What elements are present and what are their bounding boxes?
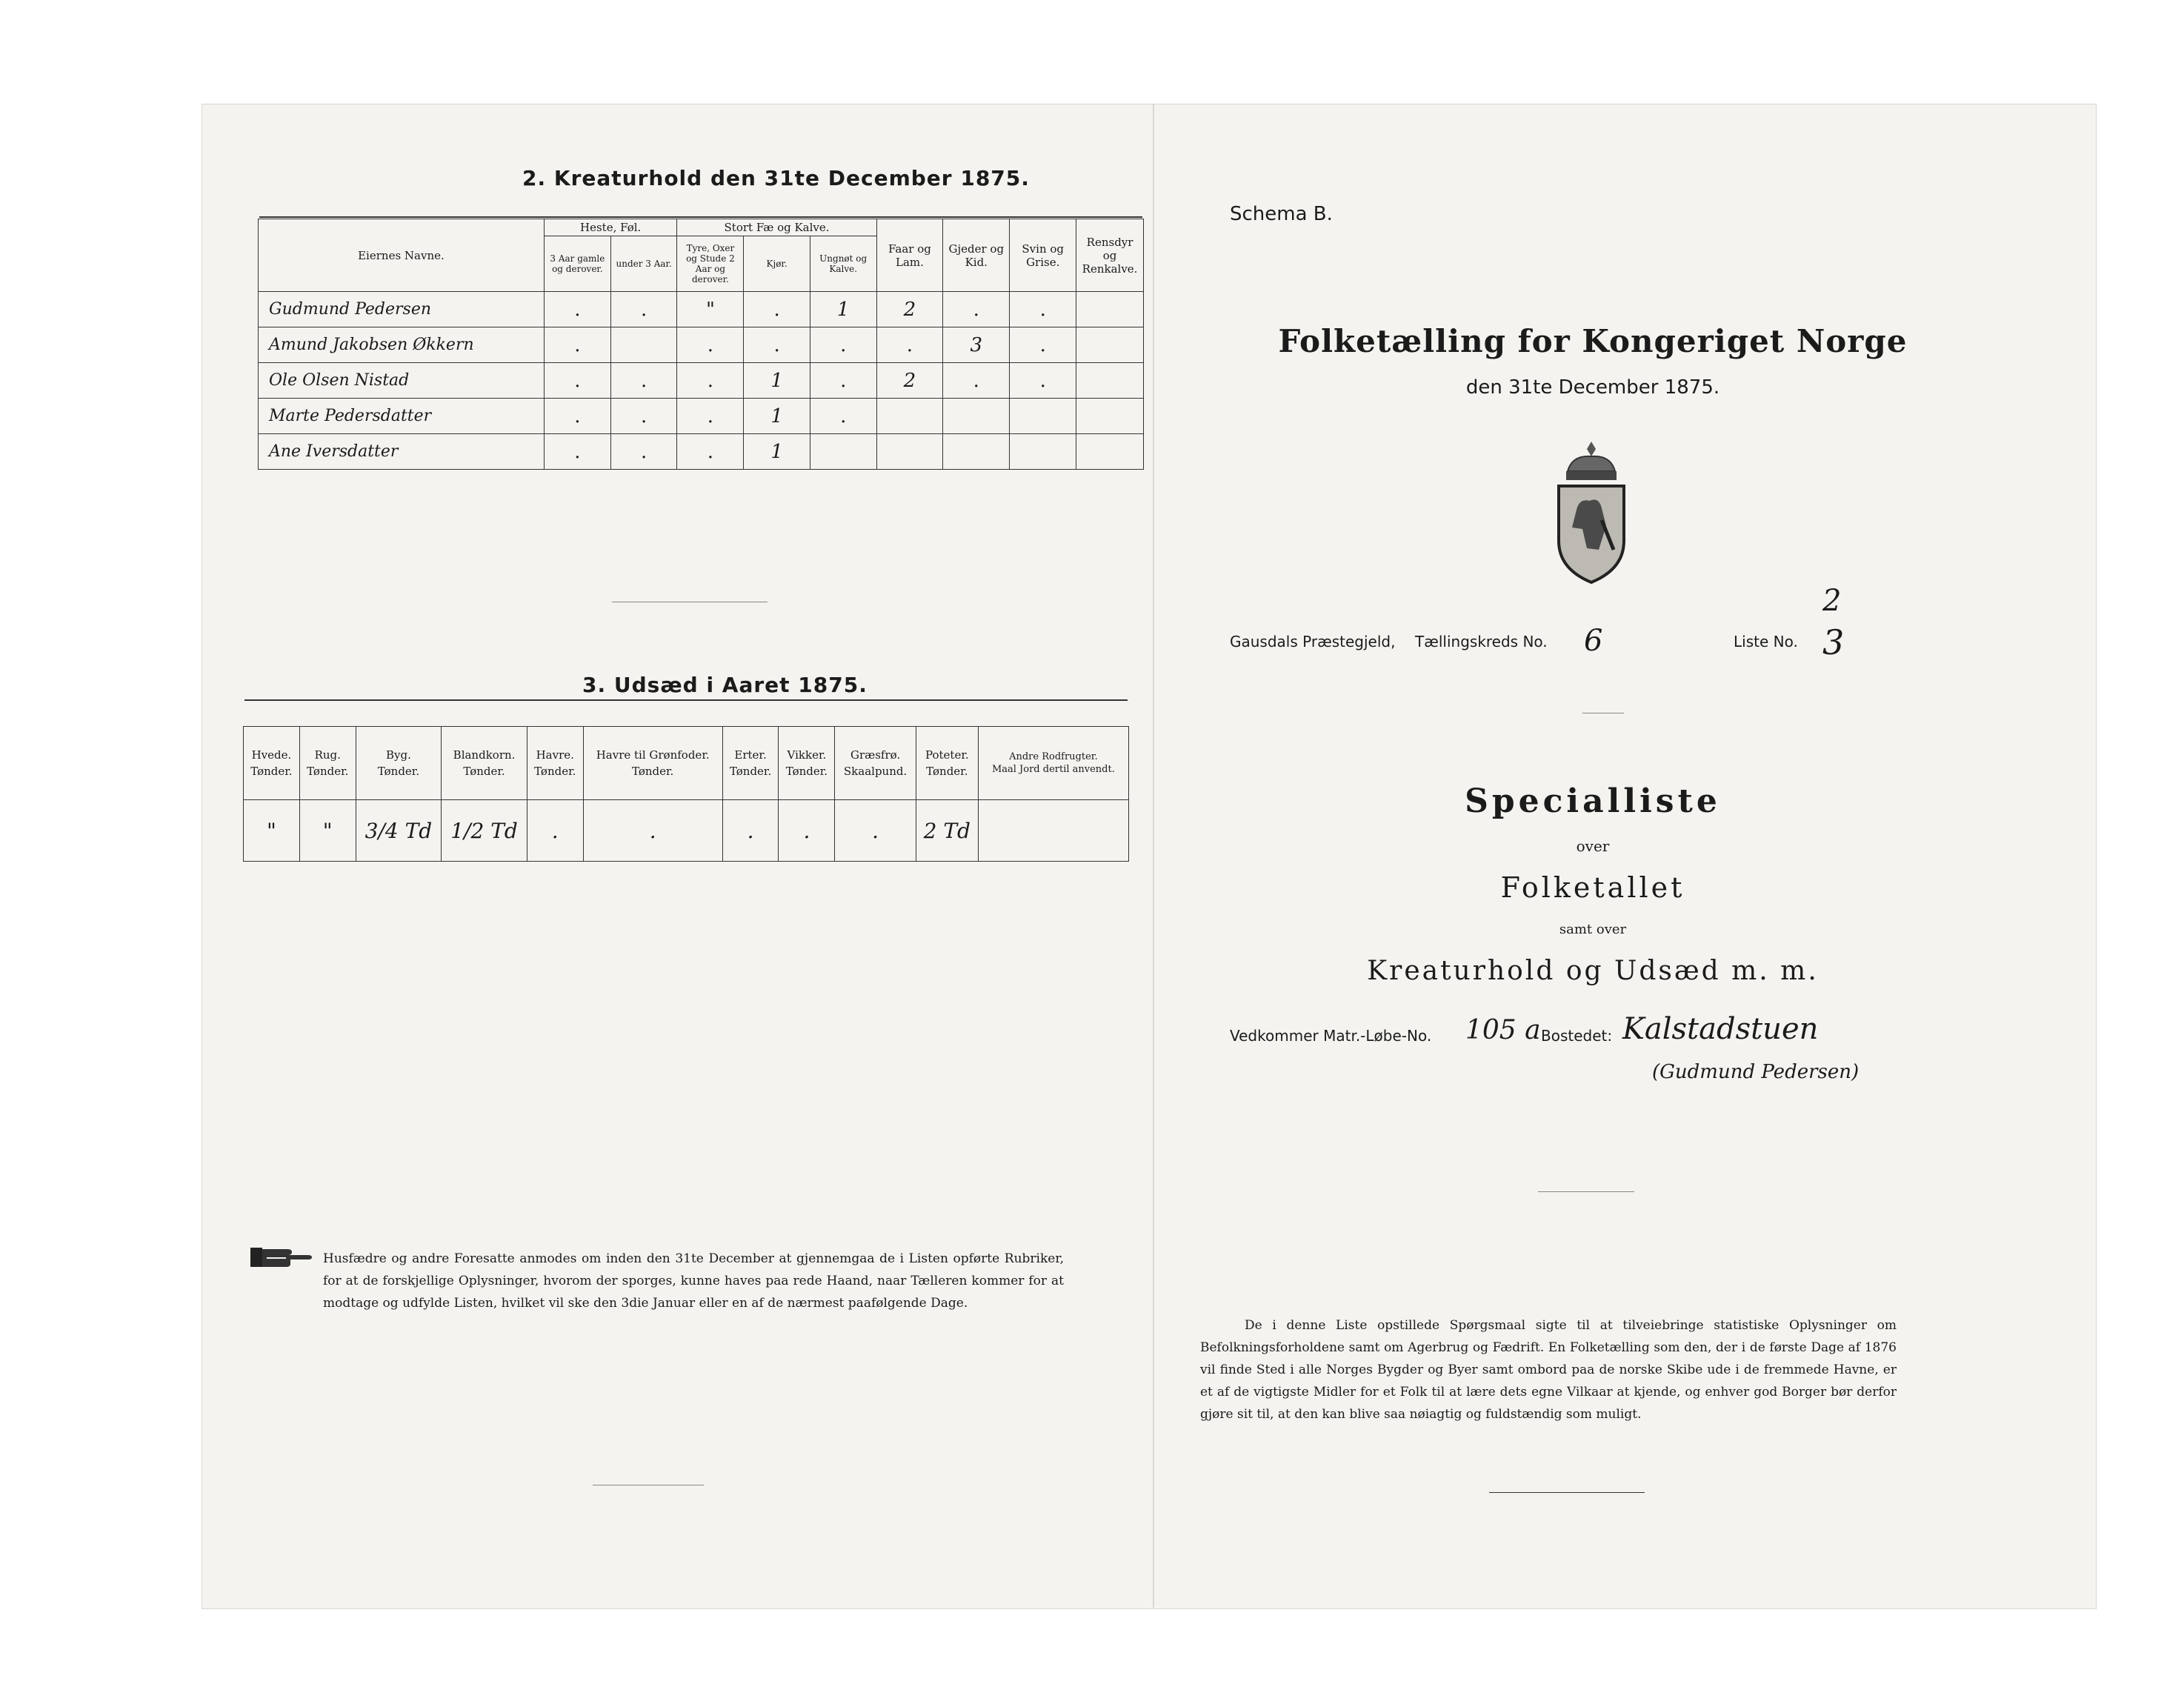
col-heste-b: under 3 Aar.: [610, 236, 677, 292]
col-label: Rug.: [314, 748, 341, 762]
cell: [610, 327, 677, 363]
col-label: Erter.: [734, 748, 767, 762]
cell: 1/2 Td: [442, 800, 527, 862]
col-unit: Tønder.: [729, 765, 772, 778]
owner-name: Ane Iversdatter: [259, 434, 545, 470]
kreds-value: 6: [1584, 624, 1603, 658]
matr-line: [1230, 1012, 1897, 1108]
cell: [978, 800, 1128, 862]
cell: [1076, 292, 1144, 327]
table-row: [259, 327, 1144, 363]
table-row: [259, 292, 1144, 327]
cell: .: [835, 800, 916, 862]
col-havre: [527, 727, 583, 800]
col-rug: [299, 727, 356, 800]
cell: .: [677, 363, 744, 399]
col-gjeder: Gjeder og Kid.: [943, 219, 1010, 292]
cell: 1: [744, 434, 810, 470]
col-label: Poteter.: [925, 748, 969, 762]
owner-name: Marte Pedersdatter: [259, 399, 545, 434]
cell: .: [744, 327, 810, 363]
kreaturhold-title: 2. Kreaturhold den 31te December 1875.: [522, 166, 1030, 190]
cell: .: [943, 292, 1010, 327]
col-label: Vikker.: [787, 748, 827, 762]
col-label: Byg.: [386, 748, 411, 762]
col-unit: Tønder.: [250, 765, 293, 778]
cell: .: [544, 363, 610, 399]
cell: [876, 434, 943, 470]
udsaed-table: [243, 726, 1129, 862]
cell: .: [1010, 363, 1076, 399]
col-unit: Tønder.: [926, 765, 968, 778]
schema-label: Schema B.: [1230, 203, 1333, 225]
cell: .: [1010, 292, 1076, 327]
cell: 3/4 Td: [356, 800, 442, 862]
col-label: Havre til Grønfoder.: [596, 748, 710, 762]
footer-rule: [1489, 1492, 1645, 1493]
udsaed-header-row: [244, 727, 1129, 800]
cell: 3: [943, 327, 1010, 363]
bosted-label: Bostedet:: [1541, 1027, 1613, 1045]
table-row: [259, 363, 1144, 399]
pointing-hand-icon: [249, 1242, 313, 1274]
col-svin: Svin og Grise.: [1010, 219, 1076, 292]
cell: .: [610, 399, 677, 434]
kreaturhold-heading: Kreaturhold og Udsæd m. m.: [1367, 956, 1819, 986]
cell: .: [610, 434, 677, 470]
liste-label: Liste No.: [1734, 633, 1798, 650]
table-row: [259, 434, 1144, 470]
cell: [1076, 434, 1144, 470]
col-poteter: [916, 727, 978, 800]
cell: 2 Td: [916, 800, 978, 862]
cell: 2: [876, 292, 943, 327]
cell: .: [1010, 327, 1076, 363]
cell: .: [943, 363, 1010, 399]
cell: .: [810, 363, 876, 399]
census-date: den 31te December 1875.: [1465, 376, 1720, 399]
kreaturhold-top-rule: [259, 216, 1142, 218]
cell: [876, 399, 943, 434]
col-vikker: [779, 727, 835, 800]
cell: .: [544, 434, 610, 470]
location-line: [1230, 584, 1882, 662]
cell: ": [677, 292, 744, 327]
cell: .: [610, 292, 677, 327]
cell: ": [299, 800, 356, 862]
col-faar: Faar og Lam.: [876, 219, 943, 292]
owner-name: Ole Olsen Nistad: [259, 363, 545, 399]
cell: ": [244, 800, 300, 862]
cell: [1076, 363, 1144, 399]
page-fold: [1153, 104, 1154, 1608]
udsaed-title: 3. Udsæd i Aaret 1875.: [582, 673, 868, 697]
cell: .: [677, 399, 744, 434]
cell: [943, 399, 1010, 434]
cell: 1: [810, 292, 876, 327]
cell: .: [744, 292, 810, 327]
matr-value: 105 a: [1465, 1015, 1541, 1045]
col-stort-b: Kjør.: [744, 236, 810, 292]
cell: .: [583, 800, 722, 862]
table-row: [259, 399, 1144, 434]
kreaturhold-table: [258, 219, 1144, 470]
cell: 1: [744, 363, 810, 399]
col-unit: Tønder.: [534, 765, 576, 778]
instruction-note: Husfædre og andre Foresatte anmodes om inden den 31te December at gjennemgaa de i Listen opførte Rubriker, for at de forskjellige Oplysninger, hvorom der sporges, kunne haves paa rede Haand, naar Tælleren kommer for at modtage og udfylde Listen, hvilket vil ske den 3die Januar eller en af de nærmest paafølgende Dage.: [323, 1251, 1064, 1311]
cell: 1: [744, 399, 810, 434]
col-unit: Tønder.: [785, 765, 828, 778]
samt-over-label: samt over: [1559, 922, 1627, 937]
cell: .: [527, 800, 583, 862]
cell: .: [810, 399, 876, 434]
liste-top-value: 2: [1822, 584, 1842, 618]
col-heste-a: 3 Aar gamle og derover.: [544, 236, 610, 292]
cell: [1010, 399, 1076, 434]
owner-name: Gudmund Pedersen: [259, 292, 545, 327]
col-hvede: [244, 727, 300, 800]
cell: 2: [876, 363, 943, 399]
col-unit: Tønder.: [632, 765, 674, 778]
cell: .: [544, 292, 610, 327]
cell: [810, 434, 876, 470]
col-unit: Tønder.: [463, 765, 505, 778]
cell: .: [610, 363, 677, 399]
owner-name: Amund Jakobsen Økkern: [259, 327, 545, 363]
cell: [943, 434, 1010, 470]
col-label: Blandkorn.: [453, 748, 516, 762]
prestegjeld-label: Gausdals Præstegjeld,: [1230, 633, 1396, 650]
col-stort-c: Ungnøt og Kalve.: [810, 236, 876, 292]
col-havre-groenfoder: [583, 727, 722, 800]
col-unit: Tønder.: [377, 765, 420, 778]
cell: .: [810, 327, 876, 363]
col-heste: Heste, Føl.: [544, 219, 677, 236]
col-stort: Stort Fæ og Kalve.: [677, 219, 876, 236]
kreds-label: Tællingskreds No.: [1415, 633, 1548, 650]
col-rensdyr: Rensdyr og Renkalve.: [1076, 219, 1144, 292]
udsaed-top-rule: [244, 699, 1128, 701]
coat-of-arms-icon: [1550, 439, 1633, 588]
cell: .: [779, 800, 835, 862]
col-label: Hvede.: [251, 748, 292, 762]
kreaturhold-header-row: [259, 219, 1144, 236]
col-label: Græsfrø.: [850, 748, 901, 762]
col-unit: Tønder.: [307, 765, 349, 778]
over-label: over: [1576, 837, 1610, 855]
col-names: Eiernes Navne.: [259, 219, 545, 292]
bosted-sub: (Gudmund Pedersen): [1652, 1061, 1860, 1083]
cell: .: [677, 434, 744, 470]
col-byg: [356, 727, 442, 800]
bosted-value: Kalstadstuen: [1622, 1012, 1819, 1046]
liste-value: 3: [1822, 622, 1845, 662]
col-label: Havre.: [536, 748, 574, 762]
col-unit: Skaalpund.: [843, 765, 908, 778]
divider: [1538, 1191, 1634, 1192]
cell: [1076, 327, 1144, 363]
col-label: Andre Rodfrugter.: [1009, 751, 1098, 762]
cell: .: [722, 800, 779, 862]
matr-label: Vedkommer Matr.-Løbe-No.: [1230, 1027, 1432, 1045]
cell: [1010, 434, 1076, 470]
col-blandkorn: [442, 727, 527, 800]
cell: .: [876, 327, 943, 363]
col-stort-a: Tyre, Oxer og Stude 2 Aar og derover.: [677, 236, 744, 292]
cell: .: [677, 327, 744, 363]
folketallet-heading: Folketallet: [1500, 871, 1685, 904]
specialliste-heading: Specialliste: [1465, 782, 1721, 820]
census-title: Folketælling for Kongeriget Norge: [1278, 323, 1908, 359]
col-unit: Maal Jord dertil anvendt.: [991, 764, 1115, 775]
footer-note: De i denne Liste opstillede Spørgsmaal sigte til at tilveiebringe statistiske Oplysninger om Befolkningsforholdene samt om Agerbrug og Fædrift. En Folketælling som den, der i de første Dage af 1876 vil finde Sted i alle Norges Bygder og Byer samt ombord paa de norske Skibe ude i de fremmede Havne, er et af de vigtigste Midler for et Folk til at lære dets egne Vilkaar at kjende, og enhver god Borger bør derfor gjøre sit til, at den kan blive saa nøiagtig og fuldstændig som muligt.: [1200, 1318, 1897, 1422]
cell: .: [544, 327, 610, 363]
cell: .: [544, 399, 610, 434]
col-graesfro: [835, 727, 916, 800]
col-erter: [722, 727, 779, 800]
cell: [1076, 399, 1144, 434]
table-row: [244, 800, 1129, 862]
col-andre-rodfrugter: [978, 727, 1128, 800]
